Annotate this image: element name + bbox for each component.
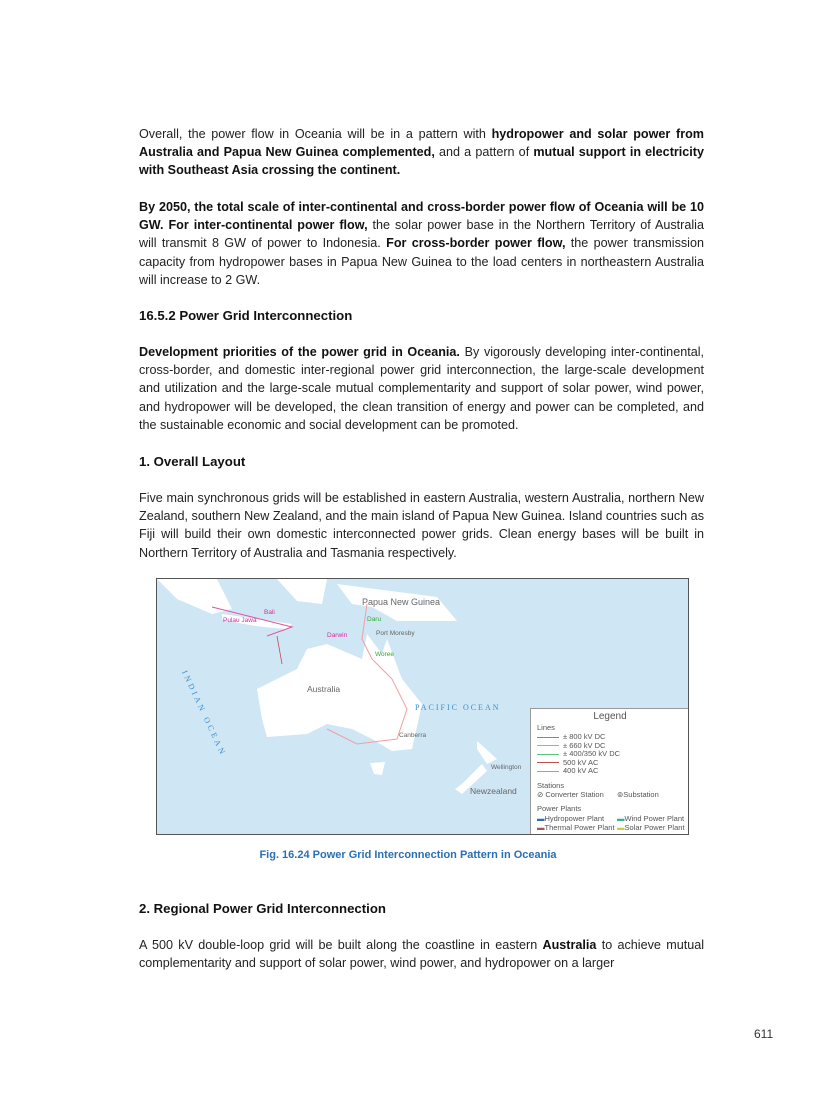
map-label-nz: Newzealand	[470, 786, 517, 796]
legend-lines-title: Lines	[537, 723, 555, 732]
line-swatch-icon	[537, 771, 559, 772]
map-label-daru: Daru	[367, 616, 382, 623]
legend-thermal: Thermal Power Plant	[544, 823, 615, 832]
line-swatch-icon	[537, 762, 559, 763]
text-segment: By vigorously developing inter-continental, cross-border, and domestic inter-regional power grid interconnection, the large-scale development and utilization and the large-scale mutual complementarity and support of solar power, wind power, and hydropower will be developed, the clean transition of energy and power can be completed, and the sustainable economic and social development can be promoted.	[139, 345, 704, 432]
legend-substation: Substation	[623, 790, 659, 799]
map-label-pacific-ocean: PACIFIC OCEAN	[415, 703, 501, 712]
map-label-woree: Woree	[375, 651, 395, 658]
text-segment: A 500 kV double-loop grid will be built along the coastline in eastern	[139, 938, 543, 952]
heading-overall-layout: 1. Overall Layout	[139, 454, 246, 469]
paragraph-2050-scale	[139, 198, 704, 289]
bold-text: Development priorities of the power grid in Oceania.	[139, 345, 460, 359]
bold-text: Australia	[542, 938, 597, 952]
line-swatch-icon	[537, 737, 559, 738]
map-label-australia: Australia	[307, 684, 341, 694]
line-swatch-icon	[537, 754, 559, 755]
figure-caption: Fig. 16.24 Power Grid Interconnection Pattern in Oceania	[259, 849, 557, 861]
paragraph-regional	[139, 936, 704, 972]
legend-line-item	[537, 766, 598, 775]
legend-stations-title: Stations	[537, 781, 565, 790]
line-swatch-icon	[537, 745, 559, 746]
section-heading: 16.5.2 Power Grid Interconnection	[139, 308, 353, 323]
map-label-jawa: Pulau Jawa	[223, 617, 257, 624]
map-label-bali: Bali	[264, 609, 275, 616]
legend-line-label: 400 kV AC	[563, 766, 599, 775]
map-label-indian-ocean: INDIAN OCEAN	[180, 669, 228, 758]
legend-title: Legend	[593, 711, 627, 722]
paragraph-overall-layout	[139, 489, 704, 562]
map-label-darwin: Darwin	[327, 632, 348, 639]
legend-line-label: ± 800 kV DC	[563, 732, 606, 741]
paragraph-priorities	[139, 343, 704, 434]
legend-line-label: ± 400/350 kV DC	[563, 749, 621, 758]
map-label-canberra: Canberra	[399, 732, 427, 739]
text-segment: Five main synchronous grids will be established in eastern Australia, western Australia, northern New Zealand, southern New Zealand, and the main island of Papua New Guinea. Island countries such as Fiji will build their own domestic interconnected power grids. Clean energy bases will be built in Northern Territory of Australia and Tasmania respectively.	[139, 491, 704, 560]
map-label-moresby: Port Moresby	[376, 630, 415, 637]
text-segment: to achieve mutual complementarity and support of solar power, wind power, and hydropower on a larger	[139, 938, 704, 971]
oceania-grid-map	[156, 578, 689, 835]
map-label-png: Papua New Guinea	[362, 597, 441, 607]
legend-line-label: ± 660 kV DC	[563, 740, 606, 750]
legend-wind: Wind Power Plant	[624, 814, 685, 823]
page-number: 611	[754, 1027, 774, 1041]
map-label-wellington: Wellington	[491, 764, 522, 771]
paragraph-power-flow	[139, 125, 704, 180]
text-segment: the solar power base in the Northern Territory of Australia will transmit 8 GW of power to Indonesia.	[139, 218, 704, 251]
bold-text: mutual support in electricity with Southeast Asia crossing the continent.	[139, 145, 704, 178]
bold-text: hydropower and solar power from Australia and Papua New Guinea complemented,	[139, 127, 704, 160]
legend-solar: Solar Power Plant	[624, 823, 685, 832]
map-legend: Legend Lines ± 800 kV DC ± 660 kV DC ± 400/350 kV DC 500 kV AC 400 kV AC Stations ⊘ Converter Station ⊚Substation Power Plants ▬Hydropower Plant ▬Wind Power Plant ▬Thermal Power Plant ▬Solar Power Plant	[530, 708, 689, 835]
bold-text: By 2050, the total scale of inter-continental and cross-border power flow of Oceania will be 10 GW. For inter-continental power flow,	[139, 200, 704, 233]
legend-hydropower: Hydropower Plant	[544, 814, 605, 823]
legend-plants-title: Power Plants	[537, 804, 582, 813]
legend-line-label: 500 kV AC	[563, 757, 599, 767]
bold-text: For cross-border power flow,	[386, 236, 566, 251]
text-segment: and a pattern of	[434, 145, 534, 160]
text-segment: the power transmission capacity from hydropower bases in Papua New Guinea to the load centers in northeastern Australia will increase to 2 GW.	[139, 236, 704, 287]
heading-regional: 2. Regional Power Grid Interconnection	[139, 901, 386, 916]
legend-converter-station: Converter Station	[545, 790, 604, 799]
text-segment: Overall, the power flow in Oceania will be in a pattern with	[139, 127, 492, 141]
